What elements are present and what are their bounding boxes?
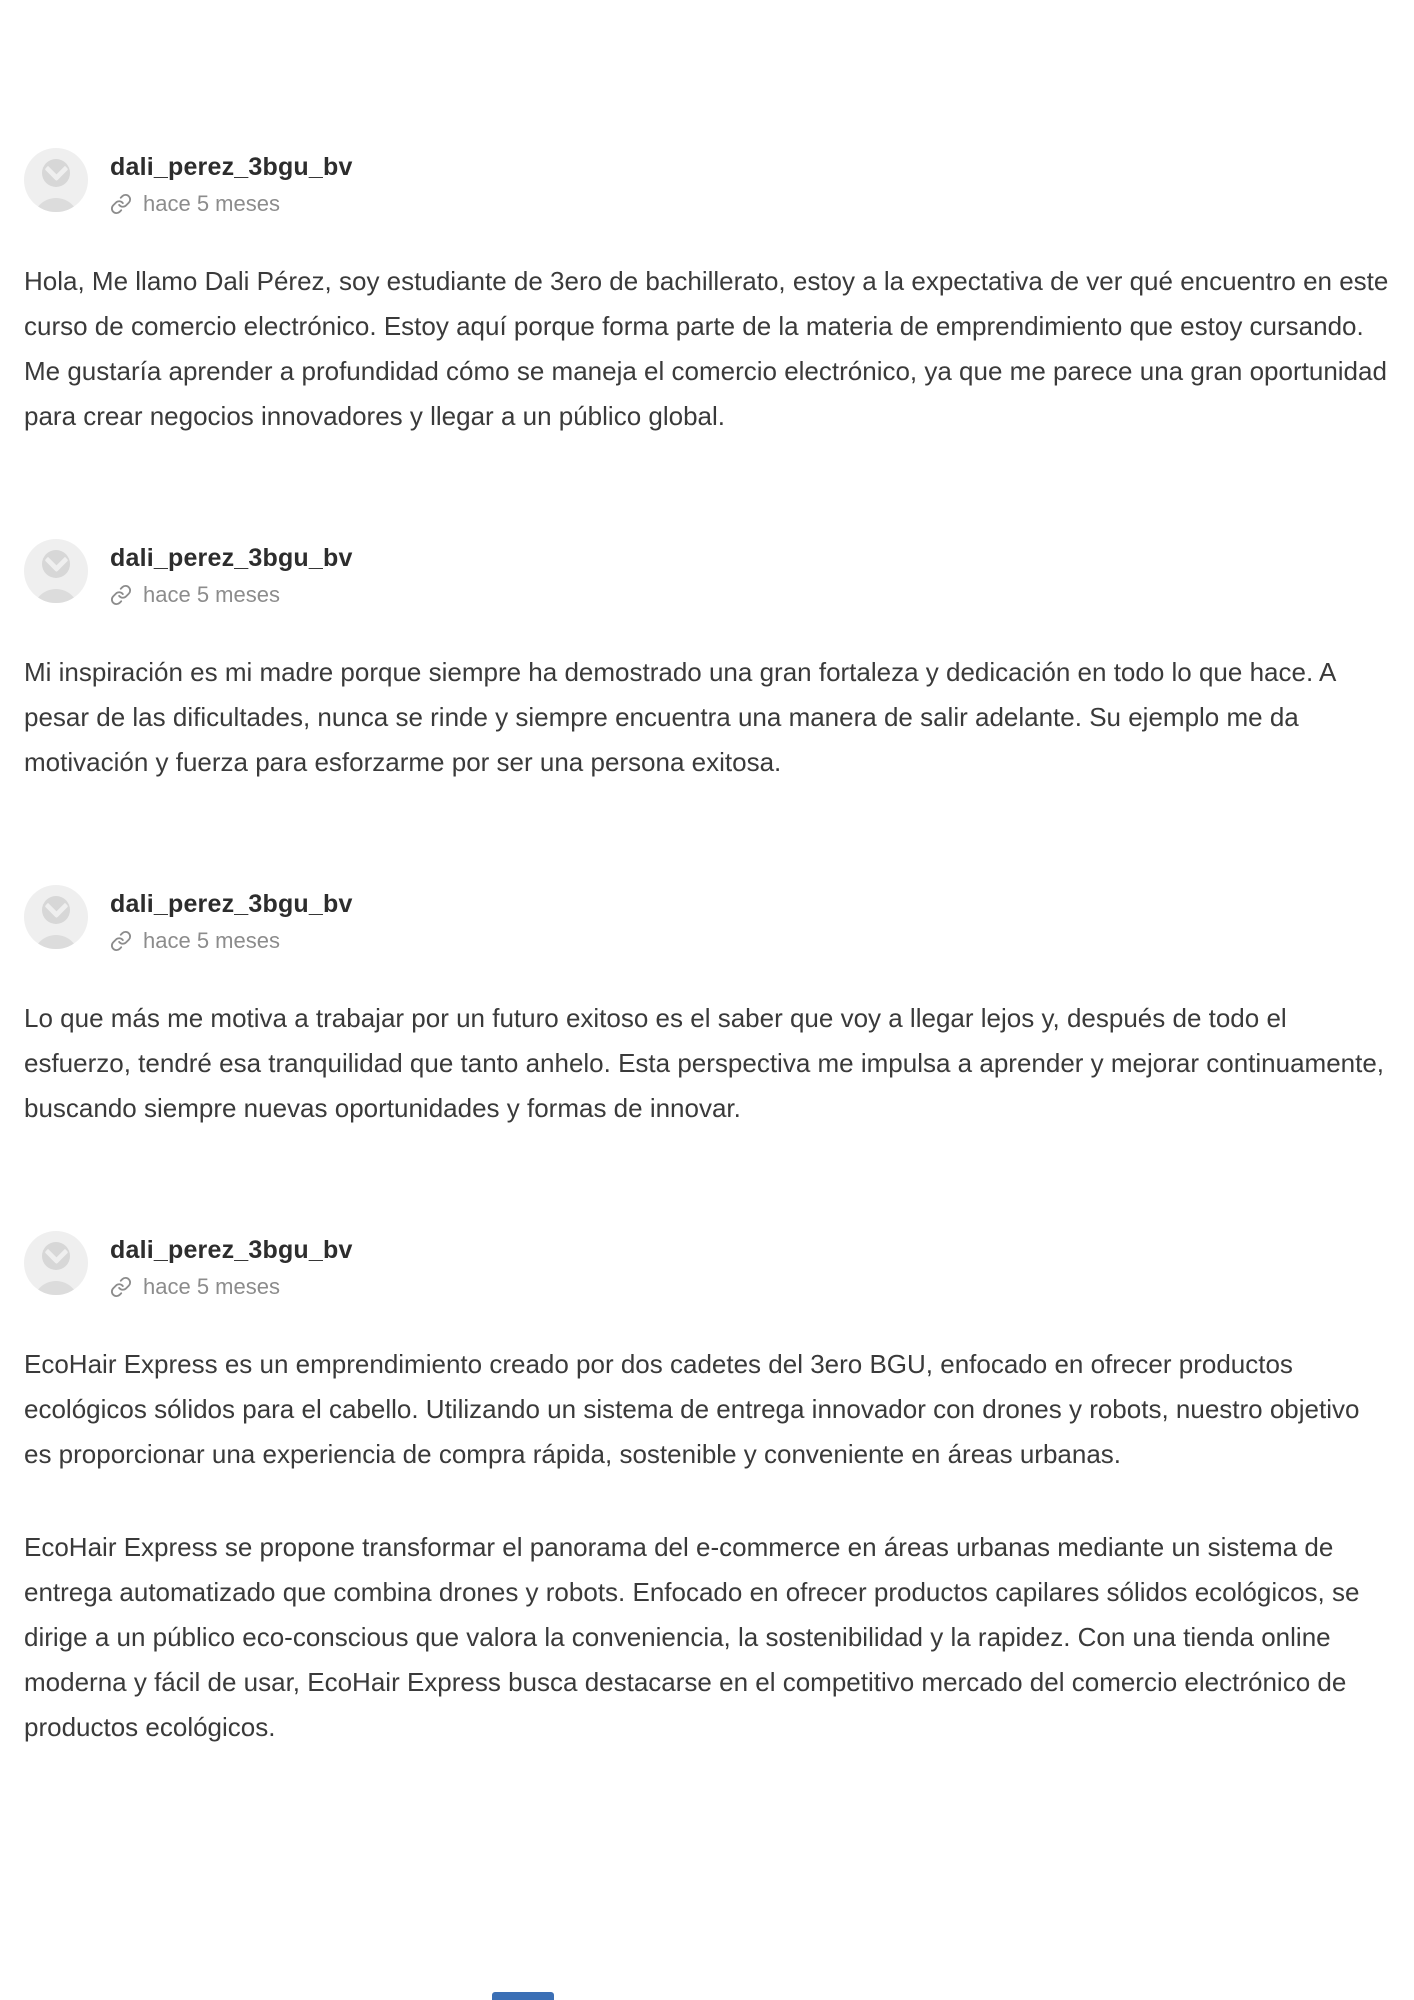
post-header bbox=[24, 539, 1390, 608]
post-author[interactable]: dali_perez_3bgu_bv bbox=[110, 1236, 353, 1264]
link-icon[interactable] bbox=[110, 193, 132, 215]
post-body bbox=[24, 996, 1390, 1131]
post-body bbox=[24, 259, 1390, 439]
post-paragraph: Hola, Me llamo Dali Pérez, soy estudiante de 3ero de bachillerato, estoy a la expectativa de ver qué encuentro en este curso de comercio electrónico. Estoy aquí porque forma parte de la materia de emprendimiento que estoy cursando. Me gustaría aprender a profundidad cómo se maneja el comercio electrónico, ya que me parece una gran oportunidad para crear negocios innovadores y llegar a un público global. bbox=[24, 266, 1389, 431]
post-paragraph: Lo que más me motiva a trabajar por un futuro exitoso es el saber que voy a llegar lejos y, después de todo el esfuerzo, tendré esa tranquilidad que tanto anhelo. Esta perspectiva me impulsa a aprender y mejorar continuamente, buscando siempre nuevas oportunidades y formas de innovar. bbox=[24, 1003, 1385, 1123]
post-meta bbox=[110, 148, 353, 217]
link-icon[interactable] bbox=[110, 930, 132, 952]
post-timestamp: hace 5 meses bbox=[143, 191, 280, 216]
post-body bbox=[24, 1342, 1390, 1750]
post-time-row bbox=[110, 191, 353, 217]
forum-post bbox=[24, 539, 1390, 785]
user-avatar[interactable] bbox=[24, 1231, 88, 1295]
person-icon bbox=[42, 159, 70, 187]
post-paragraph: Mi inspiración es mi madre porque siempre ha demostrado una gran fortaleza y dedicación en todo lo que hace. A pesar de las dificultades, nunca se rinde y siempre encuentra una manera de salir adelante. Su ejemplo me da motivación y fuerza para esforzarme por ser una persona exitosa. bbox=[24, 657, 1335, 777]
post-body bbox=[24, 650, 1390, 785]
post-author[interactable]: dali_perez_3bgu_bv bbox=[110, 544, 353, 572]
post-author[interactable]: dali_perez_3bgu_bv bbox=[110, 153, 353, 181]
bottom-blue-bar bbox=[492, 1992, 554, 2000]
post-meta bbox=[110, 539, 353, 608]
post-time-row bbox=[110, 928, 353, 954]
post-timestamp: hace 5 meses bbox=[143, 928, 280, 953]
person-icon bbox=[42, 896, 70, 924]
post-timestamp: hace 5 meses bbox=[143, 582, 280, 607]
link-icon[interactable] bbox=[110, 584, 132, 606]
user-avatar[interactable] bbox=[24, 148, 88, 212]
post-time-row bbox=[110, 582, 353, 608]
post-author[interactable]: dali_perez_3bgu_bv bbox=[110, 890, 353, 918]
post-paragraph: EcoHair Express se propone transformar el panorama del e-commerce en áreas urbanas mediante un sistema de entrega automatizado que combina drones y robots. Enfocado en ofrecer productos capilares sólidos ecológicos, se dirige a un público eco-conscious que valora la conveniencia, la sostenibilidad y la rapidez. Con una tienda online moderna y fácil de usar, EcoHair Express busca destacarse en el competitivo mercado del comercio electrónico de productos ecológicos. bbox=[24, 1532, 1360, 1742]
person-icon bbox=[42, 1242, 70, 1270]
post-header bbox=[24, 885, 1390, 954]
post-timestamp: hace 5 meses bbox=[143, 1274, 280, 1299]
user-avatar[interactable] bbox=[24, 885, 88, 949]
post-header bbox=[24, 148, 1390, 217]
user-avatar[interactable] bbox=[24, 539, 88, 603]
person-icon bbox=[42, 550, 70, 578]
link-icon[interactable] bbox=[110, 1276, 132, 1298]
post-paragraph: EcoHair Express es un emprendimiento creado por dos cadetes del 3ero BGU, enfocado en ofrecer productos ecológicos sólidos para el cabello. Utilizando un sistema de entrega innovador con drones y robots, nuestro objetivo es proporcionar una experiencia de compra rápida, sostenible y conveniente en áreas urbanas. bbox=[24, 1349, 1360, 1469]
post-meta bbox=[110, 1231, 353, 1300]
post-header bbox=[24, 1231, 1390, 1300]
post-meta bbox=[110, 885, 353, 954]
forum-post bbox=[24, 1231, 1390, 1750]
post-time-row bbox=[110, 1274, 353, 1300]
forum-post bbox=[24, 148, 1390, 439]
forum-post bbox=[24, 885, 1390, 1131]
